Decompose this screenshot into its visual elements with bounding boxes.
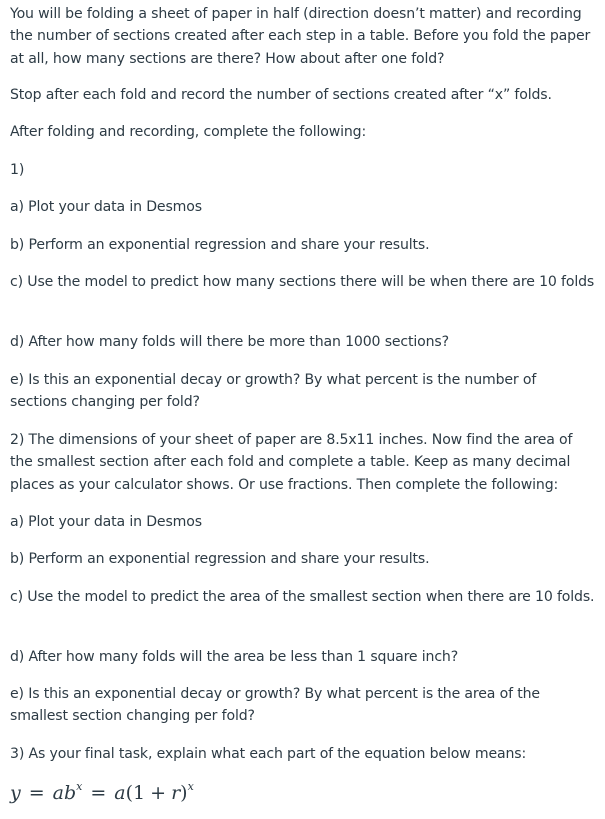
eq-exponent-x-2: x	[187, 780, 194, 793]
question-1-heading: 1)	[10, 162, 25, 178]
eq-one: 1	[133, 782, 146, 804]
instruction-complete: After folding and recording, complete the following:	[10, 124, 367, 140]
eq-r: r	[171, 782, 181, 804]
eq-right-paren: )	[180, 782, 188, 804]
instruction-stop: Stop after each fold and record the number of sections created after “x” folds.	[10, 87, 552, 103]
question-2a: a) Plot your data in Desmos	[10, 514, 202, 530]
eq-a-2: a	[114, 782, 126, 804]
question-2d: d) After how many folds will the area be less than 1 square inch?	[10, 649, 459, 665]
eq-exponent-x: x	[76, 780, 83, 793]
question-1b: b) Perform an exponential regression and share your results.	[10, 237, 430, 253]
question-1c: c) Use the model to predict how many sections there will be when there are 10 folds	[10, 274, 595, 290]
eq-equals-2: =	[90, 782, 107, 804]
eq-left-paren: (	[125, 782, 134, 804]
intro-paragraph: You will be folding a sheet of paper in half (direction doesn’t matter) and recording the number of sections created after each step in a table. Before you fold the paper at all, how many sections are there? How about after one fold?	[10, 6, 591, 67]
eq-b: b	[63, 782, 77, 804]
question-1d: d) After how many folds will there be more than 1000 sections?	[10, 334, 449, 350]
question-2-intro: 2) The dimensions of your sheet of paper are 8.5x11 inches. Now find the area of the smallest section after each fold and complete a table. Keep as many decimal places as your calculator shows. Or use fractions. Then complete the following:	[10, 432, 573, 493]
question-2e: e) Is this an exponential decay or growth? By what percent is the area of the smallest section changing per fold?	[10, 686, 540, 725]
question-2b: b) Perform an exponential regression and share your results.	[10, 551, 430, 567]
eq-a: a	[52, 782, 64, 804]
question-1e: e) Is this an exponential decay or growth? By what percent is the number of sections changing per fold?	[10, 372, 537, 411]
eq-plus: +	[150, 782, 167, 804]
question-2c: c) Use the model to predict the area of the smallest section when there are 10 folds.	[10, 589, 595, 605]
eq-equals-1: =	[28, 782, 45, 804]
question-3: 3) As your final task, explain what each part of the equation below means:	[10, 746, 527, 762]
question-1a: a) Plot your data in Desmos	[10, 199, 202, 215]
exponential-equation	[10, 779, 194, 807]
eq-y: y	[10, 782, 21, 804]
